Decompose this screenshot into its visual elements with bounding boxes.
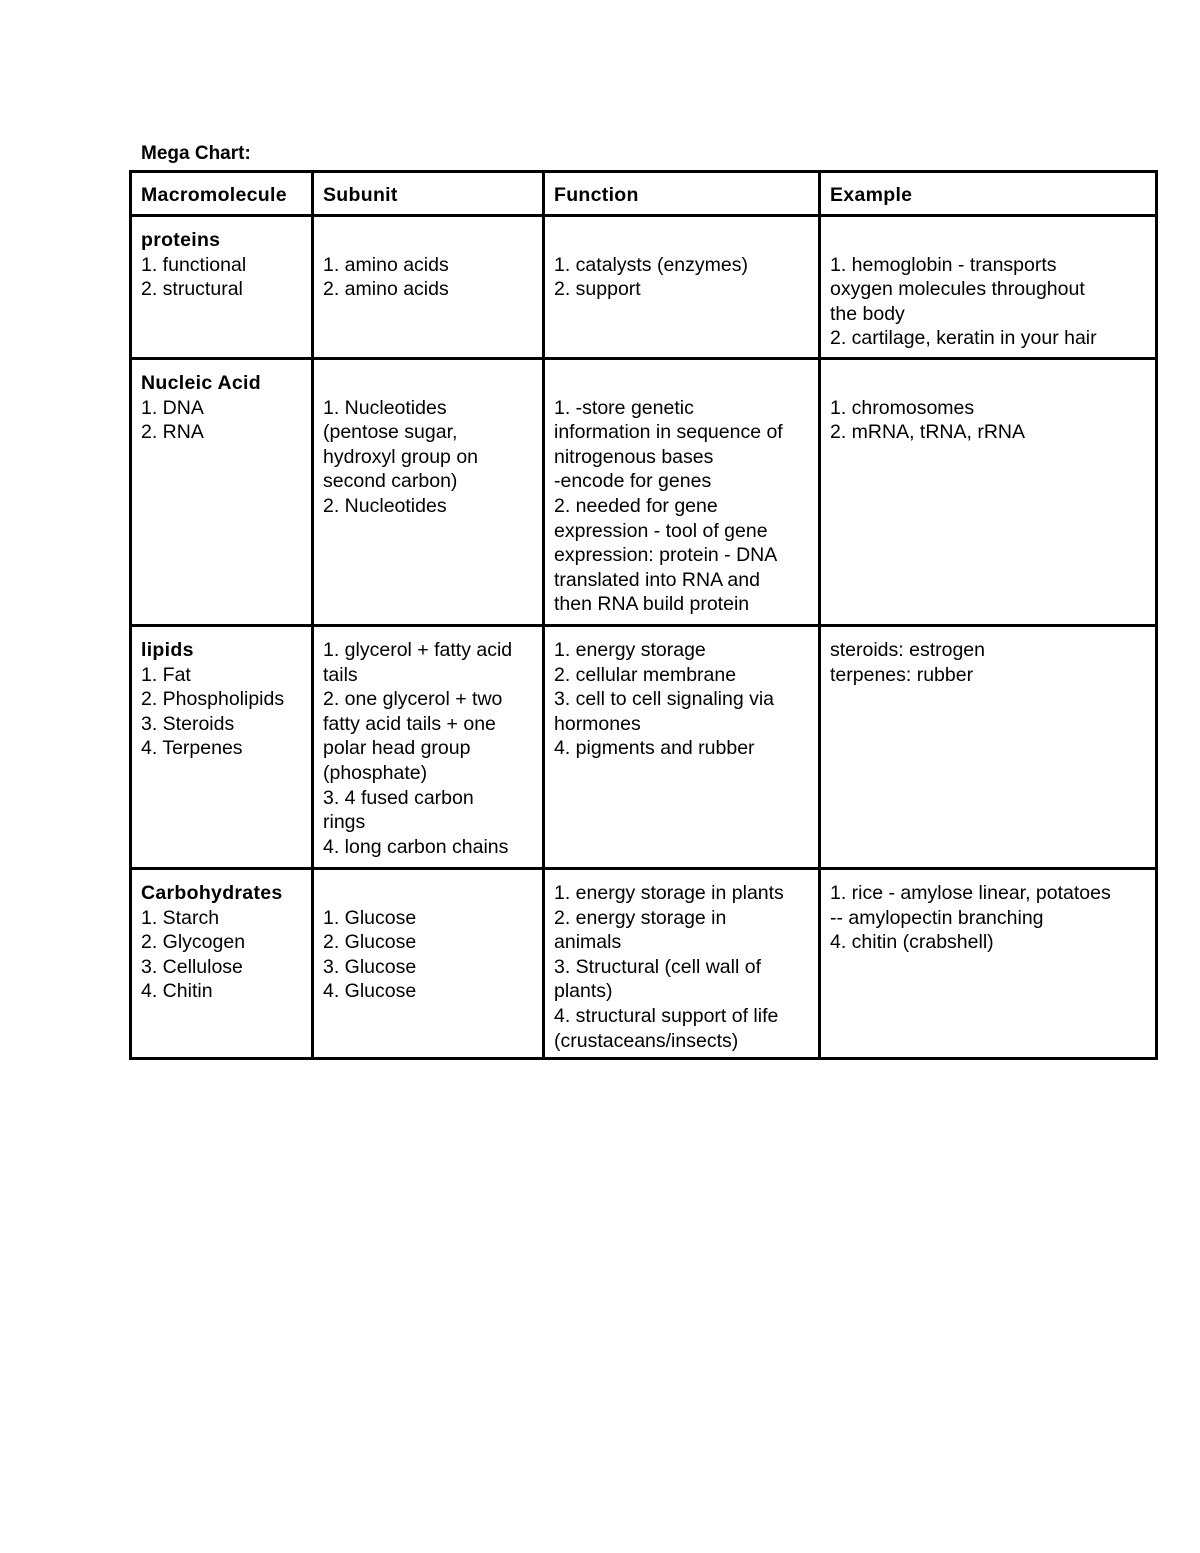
list-item: -- amylopectin branching (830, 906, 1044, 929)
list-item: 1. energy storage in plants (554, 882, 784, 904)
list-item: 4. Chitin (141, 980, 213, 1003)
list-item: 4. pigments and rubber (554, 737, 755, 760)
list-item: expression: protein - DNA (554, 544, 778, 567)
list-item: (phosphate) (323, 761, 428, 784)
macromolecule-name: proteins (141, 229, 221, 251)
list-item: nitrogenous bases (554, 445, 714, 468)
macromolecule-cell (131, 216, 313, 359)
list-item: 2. RNA (141, 421, 204, 444)
table-row-carbohydrates (131, 869, 1157, 1059)
list-item: 4. long carbon chains (323, 835, 509, 858)
list-item: hydroxyl group on (323, 445, 479, 468)
list-item: oxygen molecules throughout (830, 278, 1085, 301)
list-item: 4. Glucose (323, 980, 417, 1003)
list-item: 1. Glucose (323, 906, 417, 929)
list-item: terpenes: rubber (830, 663, 974, 686)
list-item: 2. energy storage in (554, 906, 727, 929)
list-item: 2. needed for gene (554, 494, 718, 517)
function-cell (544, 216, 820, 359)
subunit-cell (313, 626, 544, 869)
list-item: 2. amino acids (323, 278, 449, 301)
list-item: 2. Phospholipids (141, 688, 285, 711)
list-item: translated into RNA and (554, 568, 760, 591)
list-item: the body (830, 302, 905, 325)
macromolecule-cell (131, 869, 313, 1059)
list-item: animals (554, 931, 622, 954)
function-cell (544, 626, 820, 869)
list-item: 2. Glucose (323, 931, 417, 954)
function-cell (544, 869, 820, 1059)
list-item: 4. Terpenes (141, 737, 243, 760)
example-cell (820, 216, 1157, 359)
list-item: steroids: estrogen (830, 639, 986, 661)
list-item: 2. Nucleotides (323, 494, 447, 517)
table-row-proteins (131, 216, 1157, 359)
table-row-nucleic-acid (131, 359, 1157, 626)
list-item: 3. Glucose (323, 955, 417, 978)
list-item: 1. functional (141, 253, 247, 276)
macromolecule-name: Carbohydrates (141, 882, 283, 904)
list-item: 2. Glycogen (141, 931, 246, 954)
list-item: 2. support (554, 278, 641, 301)
list-item: 1. hemoglobin - transports (830, 253, 1057, 276)
subunit-cell (313, 216, 544, 359)
list-item: plants) (554, 980, 613, 1003)
list-item: 3. Structural (cell wall of (554, 955, 761, 978)
list-item: 2. one glycerol + two (323, 688, 503, 711)
list-item: hormones (554, 712, 641, 735)
macromolecule-name: lipids (141, 639, 194, 661)
header-macromolecule: Macromolecule (131, 172, 313, 216)
list-item: 1. Nucleotides (323, 396, 447, 419)
list-item: (pentose sugar, (323, 421, 458, 444)
macromolecule-cell (131, 359, 313, 626)
list-item: 3. cell to cell signaling via (554, 688, 775, 711)
function-cell (544, 359, 820, 626)
list-item: tails (323, 663, 358, 686)
list-item: fatty acid tails + one (323, 712, 496, 735)
list-item: 1. Starch (141, 906, 220, 929)
list-item: 1. -store genetic (554, 396, 694, 419)
list-item: expression - tool of gene (554, 519, 768, 542)
list-item: 1. amino acids (323, 253, 449, 276)
list-item: information in sequence of (554, 421, 783, 444)
list-item: 3. Cellulose (141, 955, 243, 978)
list-item: second carbon) (323, 470, 458, 493)
example-cell (820, 869, 1157, 1059)
example-cell (820, 359, 1157, 626)
list-item: 1. energy storage (554, 639, 706, 661)
list-item: rings (323, 811, 366, 834)
list-item: 1. Fat (141, 663, 191, 686)
table-row-lipids (131, 626, 1157, 869)
subunit-cell (313, 359, 544, 626)
list-item: 1. chromosomes (830, 396, 975, 419)
list-item: 2. cellular membrane (554, 663, 737, 686)
list-item: 1. glycerol + fatty acid (323, 639, 513, 661)
list-item: 2. structural (141, 278, 243, 301)
subunit-cell (313, 869, 544, 1059)
header-function: Function (544, 172, 820, 216)
list-item: 1. catalysts (enzymes) (554, 253, 748, 276)
example-cell (820, 626, 1157, 869)
list-item: 3. 4 fused carbon (323, 786, 474, 809)
page-title: Mega Chart: (141, 143, 251, 164)
list-item: polar head group (323, 737, 471, 760)
list-item: then RNA build protein (554, 593, 750, 616)
list-item: -encode for genes (554, 470, 712, 493)
macromolecule-cell (131, 626, 313, 869)
list-item: 4. chitin (crabshell) (830, 931, 994, 954)
list-item: 3. Steroids (141, 712, 235, 735)
list-item: 2. mRNA, tRNA, rRNA (830, 421, 1026, 444)
list-item: 4. structural support of life (554, 1004, 779, 1027)
list-item: (crustaceans/insects) (554, 1029, 739, 1052)
macromolecule-table (129, 170, 1158, 1060)
list-item: 1. DNA (141, 396, 204, 419)
list-item: 2. cartilage, keratin in your hair (830, 327, 1097, 350)
macromolecule-name: Nucleic Acid (141, 372, 261, 394)
list-item: 1. rice - amylose linear, potatoes (830, 882, 1111, 904)
header-example: Example (820, 172, 1157, 216)
header-subunit: Subunit (313, 172, 544, 216)
table-header-row (131, 172, 1157, 216)
